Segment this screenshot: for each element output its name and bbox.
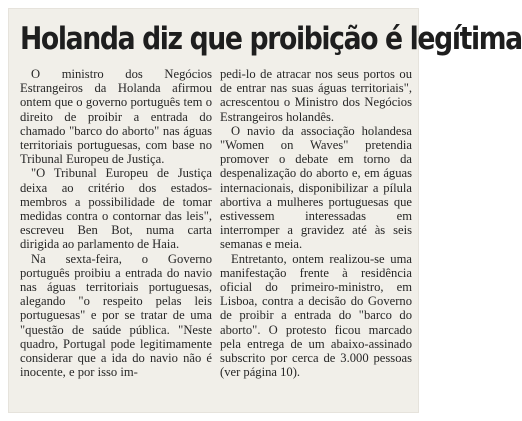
paragraph: O ministro dos Negócios Estrangeiros da Holanda afirmou ontem que o governo português tem o direito de proibir a entrada do chamado "barco do aborto" nas águas territoriais portuguesas, com base no Tribunal Europeu de Justiça.	[20, 67, 212, 167]
paragraph: "O Tribunal Europeu de Justiça deixa ao critério dos estados-membros a possibilidade de tomar medidas contra o contornar das leis", escreveu Ben Bot, numa carta dirigida ao parlamento de Haia.	[20, 166, 212, 252]
column-right	[220, 67, 412, 409]
paragraph: Entretanto, ontem realizou-se uma manifestação frente à residência oficial do primeiro-ministro, em Lisboa, contra a decisão do Governo de proibir a entrada do "barco do aborto". O protesto ficou marcado pela entrega de um abaixo-assinado subscrito por cerca de 3.000 pessoas (ver página 10).	[220, 251, 412, 380]
newspaper-clipping	[8, 8, 522, 413]
paragraph: O navio da associação holandesa "Women on Waves" pretendia promover o debate em torno da despenalização do aborto e, em águas internacionais, disponibilizar a pílula abortiva a mulheres portuguesas que estivessem interessadas em interromper a gravidez até às seis semanas e meia.	[220, 123, 412, 252]
paragraph: pedi-lo de atracar nos seus portos ou de entrar nas suas águas territoriais", acrescentou o Ministro dos Negócios Estrangeiros holandês.	[220, 67, 412, 124]
paragraph: Na sexta-feira, o Governo português proibiu a entrada do navio nas águas territoriais portuguesas, alegando "o respeito pelas leis portuguesas" e por se tratar de uma "questão de saúde pública. "Neste quadro, Portugal pode legitimamente considerar que a ida do navio não é inocente, e por isso im-	[20, 251, 212, 380]
article-body	[20, 67, 412, 409]
column-left	[20, 67, 212, 409]
headline: Holanda diz que proibição é legítima	[20, 21, 522, 57]
